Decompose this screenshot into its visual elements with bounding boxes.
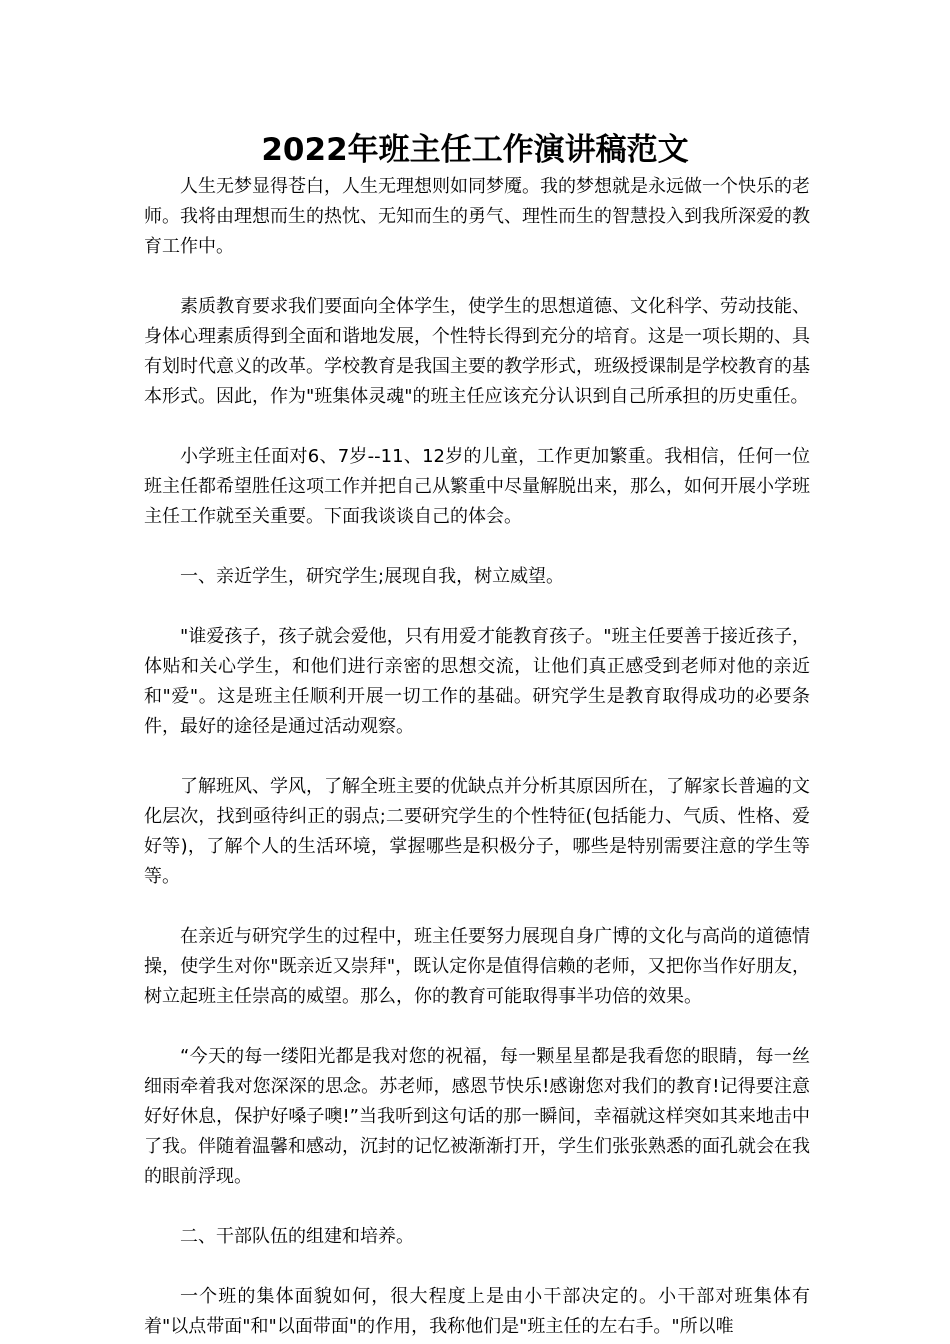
paragraph-intro: 人生无梦显得苍白，人生无理想则如同梦魇。我的梦想就是永远做一个快乐的老师。我将由理想而生的热忱、无知而生的勇气、理性而生的智慧投入到我所深爱的教育工作中。: [144, 176, 810, 257]
paragraph-primary-teacher: 小学班主任面对6、7岁--11、12岁的儿童，工作更加繁重。我相信，任何一位班主任都希望胜任这项工作并把自己从繁重中尽量解脱出来，那么，如何开展小学班主任工作就至关重要。下面我谈谈自己的体会。: [144, 446, 810, 527]
section-heading-1: 一、亲近学生，研究学生;展现自我，树立威望。: [180, 566, 565, 587]
section-heading-2: 二、干部队伍的组建和培养。: [180, 1226, 414, 1247]
paragraph-understand-class: 了解班风、学风，了解全班主要的优缺点并分析其原因所在，了解家长普遍的文化层次，找到亟待纠正的弱点;二要研究学生的个性特征(包括能力、气质、性格、爱好等)，了解个人的生活环境，掌握哪些是积极分子，哪些是特别需要注意的学生等等。: [144, 776, 810, 887]
document-body: [144, 172, 810, 1342]
paragraph-class-cadres: 一个班的集体面貌如何，很大程度上是由小干部决定的。小干部对班集体有着"以点带面"和"以面带面"的作用，我称他们是"班主任的左右手。"所以唯: [144, 1286, 810, 1337]
paragraph-build-prestige: 在亲近与研究学生的过程中，班主任要努力展现自身广博的文化与高尚的道德情操，使学生对你"既亲近又崇拜"，既认定你是值得信赖的老师，又把你当作好朋友，树立起班主任崇高的威望。那么，你的教育可能取得事半功倍的效果。: [144, 926, 810, 1007]
paragraph-thanksgiving-quote: “今天的每一缕阳光都是我对您的祝福，每一颗星星都是我看您的眼睛，每一丝细雨牵着我对您深深的思念。苏老师，感恩节快乐!感谢您对我们的教育!记得要注意好好休息，保护好嗓子噢!”当我听到这句话的那一瞬间，幸福就这样突如其来地击中了我。伴随着温馨和感动，沉封的记忆被渐渐打开，学生们张张熟悉的面孔就会在我的眼前浮现。: [144, 1046, 810, 1187]
document-title: 2022年班主任工作演讲稿范文: [261, 132, 689, 168]
paragraph-quality-education: 素质教育要求我们要面向全体学生，使学生的思想道德、文化科学、劳动技能、身体心理素质得到全面和谐地发展，个性特长得到充分的培育。这是一项长期的、具有划时代意义的改革。学校教育是我国主要的教学形式，班级授课制是学校教育的基本形式。因此，作为"班集体灵魂"的班主任应该充分认识到自己所承担的历史重任。: [144, 296, 810, 407]
paragraph-love-children: "谁爱孩子，孩子就会爱他，只有用爱才能教育孩子。"班主任要善于接近孩子，体贴和关心学生，和他们进行亲密的思想交流，让他们真正感受到老师对他的亲近和"爱"。这是班主任顺利开展一切工作的基础。研究学生是教育取得成功的必要条件，最好的途径是通过活动观察。: [144, 626, 810, 737]
